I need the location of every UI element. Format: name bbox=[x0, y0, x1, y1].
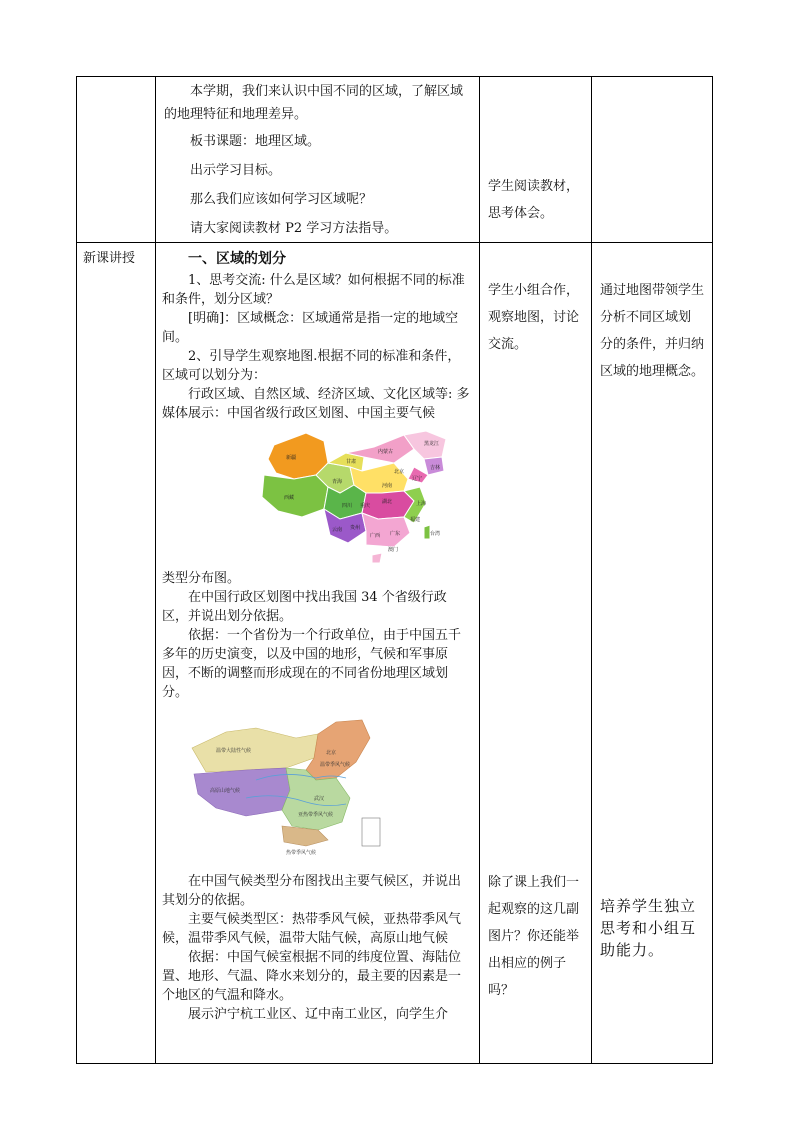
student-activity-cell bbox=[480, 77, 592, 243]
industrial-zone-intro: 展示沪宁杭工业区、辽中南工业区，向学生介 bbox=[188, 1007, 449, 1022]
map-label-beijing: 北京 bbox=[394, 469, 405, 475]
design-intent-cell-empty bbox=[592, 77, 713, 243]
region-concept: [明确]：区域概念：区域通常是指一定的地域空间。 bbox=[162, 311, 459, 345]
lesson-plan-table bbox=[76, 76, 713, 1064]
map-label-tibet: 西藏 bbox=[284, 495, 295, 501]
map-label-liaoning: 辽宁 bbox=[412, 476, 423, 482]
table-row-new-lesson bbox=[77, 243, 713, 1064]
student-reading-text: 学生阅读教材，思考体会。 bbox=[488, 179, 580, 221]
climate-label-tropical: 热带季风气候 bbox=[286, 850, 317, 856]
intro-text: 本学期，我们来认识中国不同的区域，了解区域的地理特征和地理差异。 bbox=[164, 84, 464, 122]
map-label-chongqing: 重庆 bbox=[360, 503, 371, 509]
map-label-inner-mongolia: 内蒙古 bbox=[378, 449, 394, 455]
region-types: 行政区域、自然区域、经济区域、文化区域等: 多媒体展示：中国省级行政区划图、中国主要气候 bbox=[162, 387, 470, 421]
observe-map-guide: 2、引导学生观察地图.根据不同的标准和条件，区域可以划分为： bbox=[162, 349, 461, 383]
student-activity-cell bbox=[480, 243, 592, 1064]
map-label-jilin: 吉林 bbox=[430, 465, 441, 471]
map-label-guangxi: 广西 bbox=[370, 533, 381, 539]
map-caption-tail: 类型分布图。 bbox=[162, 571, 241, 586]
map-label-yunnan: 云南 bbox=[332, 527, 343, 533]
china-climate-map bbox=[186, 718, 386, 858]
table-row-intro bbox=[77, 77, 713, 243]
design-intent-cell bbox=[592, 243, 713, 1064]
map-label-guizhou: 贵州 bbox=[350, 525, 361, 531]
china-province-map bbox=[254, 427, 454, 567]
map-label-guangdong: 广东 bbox=[390, 531, 401, 537]
climate-label-plateau: 高原山地气候 bbox=[210, 788, 241, 794]
map-label-macau: 澳门 bbox=[388, 547, 399, 553]
map-label-hubei: 湖北 bbox=[382, 499, 393, 505]
intent-map-analysis: 通过地图带领学生分析不同区域划 分的条件，并归纳区域的地理概念。 bbox=[600, 283, 705, 379]
map-label-fujian: 福建 bbox=[410, 517, 421, 523]
objective-line: 出示学习目标。 bbox=[190, 163, 282, 178]
teacher-activity-cell bbox=[156, 243, 480, 1064]
map-label-gansu: 甘肃 bbox=[346, 459, 357, 465]
climate-label-continental: 温带大陆性气候 bbox=[216, 748, 252, 754]
climate-label-wuhan: 武汉 bbox=[314, 796, 325, 802]
stage-label: 新课讲授 bbox=[83, 251, 136, 266]
reading-guide-line: 请大家阅读教材 P2 学习方法指导。 bbox=[190, 221, 398, 236]
map-region-hainan bbox=[372, 553, 382, 563]
teacher-activity-cell bbox=[156, 77, 480, 243]
climate-task: 在中国气候类型分布图找出主要气候区，并说出其划分的依据。 bbox=[162, 874, 462, 908]
map-label-taiwan: 台湾 bbox=[430, 531, 441, 537]
map-label-heilongjiang: 黑龙江 bbox=[424, 441, 440, 447]
stage-cell-empty bbox=[77, 77, 156, 243]
climate-types: 主要气候类型区：热带季风气候，亚热带季风气候，温带季风气候，温带大陆气候，高原山地气候 bbox=[162, 912, 462, 946]
province-task: 在中国行政区划图中找出我国 34 个省级行政区，并说出划分依据。 bbox=[162, 590, 447, 624]
map-label-sichuan: 四川 bbox=[342, 503, 353, 509]
question-line: 那么我们应该如何学习区域呢？ bbox=[190, 192, 373, 207]
climate-label-beijing: 北京 bbox=[326, 750, 337, 756]
section-heading: 一、区域的划分 bbox=[188, 251, 286, 267]
climate-basis: 依据：中国气候室根据不同的纬度位置、海陆位置、地形、气温、降水来划分的，最主要的因素是一个地区的气温和降水。 bbox=[162, 950, 462, 1003]
climate-label-temperate-monsoon: 温带季风气候 bbox=[320, 762, 351, 768]
student-example-question: 除了课上我们一起观察的这几副图片？你还能举出相应的例子吗？ bbox=[488, 875, 580, 998]
map-region-south bbox=[362, 513, 410, 547]
map-label-henan: 河南 bbox=[382, 483, 393, 489]
climate-label-subtropical: 亚热带季风气候 bbox=[298, 812, 334, 818]
discussion-question: 1、思考交流: 什么是区域？如何根据不同的标准和条件，划分区域？ bbox=[162, 273, 465, 307]
map-label-xinjiang: 新疆 bbox=[286, 455, 297, 461]
map-region-tibet bbox=[262, 475, 328, 517]
student-group-text: 学生小组合作，观察地图，讨论交流。 bbox=[488, 283, 580, 352]
stage-cell bbox=[77, 243, 156, 1064]
intent-independent-thinking: 培养学生独立思考和小组互助能力。 bbox=[600, 897, 697, 959]
map-label-shanghai: 上海 bbox=[416, 501, 427, 507]
province-basis: 依据：一个省份为一个行政单位，由于中国五千多年的历史演变，以及中国的地形，气候和军事原因，不断的调整而形成现在的不同省份地理区域划分。 bbox=[162, 628, 462, 700]
map-label-qinghai: 青海 bbox=[332, 479, 343, 485]
topic-title-line: 板书课题：地理区域。 bbox=[190, 134, 321, 149]
